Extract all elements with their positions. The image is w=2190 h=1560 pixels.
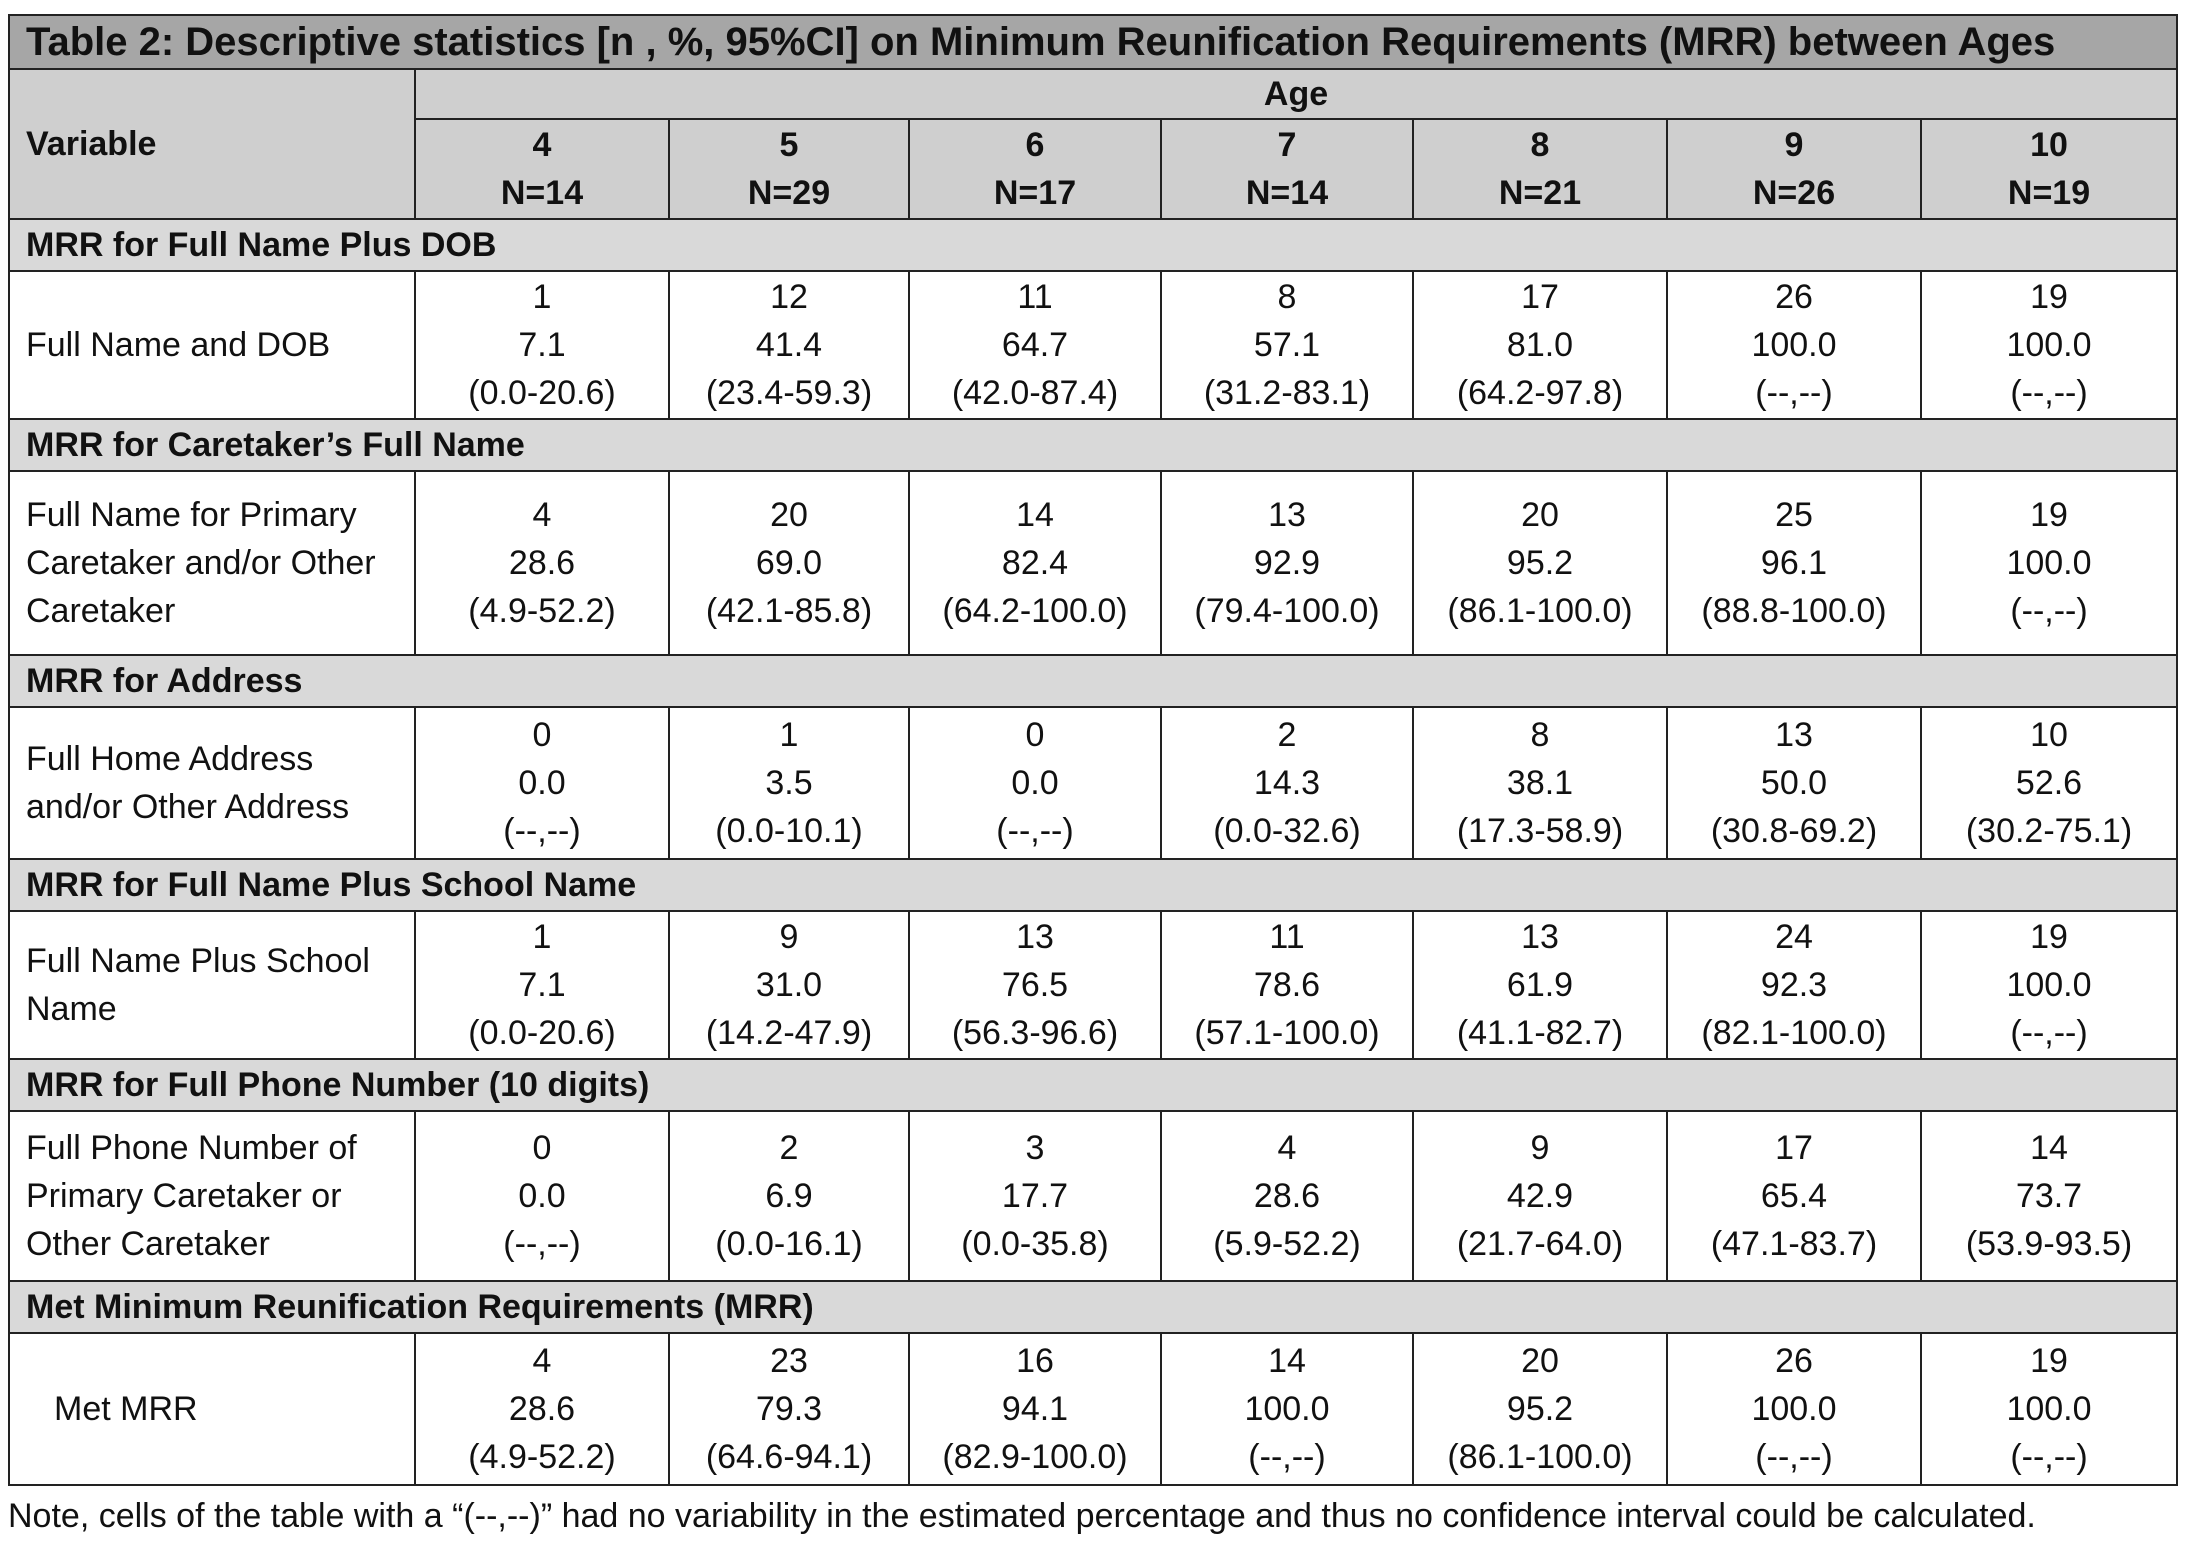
age-column-header	[1161, 119, 1413, 219]
count-value: 4	[1277, 1129, 1297, 1167]
percent-value: 100.0	[2006, 326, 2092, 364]
data-row	[9, 707, 2177, 859]
count-value: 0	[1025, 716, 1045, 754]
age-column-header	[415, 119, 669, 219]
data-row	[9, 911, 2177, 1059]
count-value: 2	[779, 1129, 799, 1167]
count-value: 20	[1521, 496, 1559, 534]
percent-value: 57.1	[1253, 326, 1321, 364]
confidence-interval: (41.1-82.7)	[1456, 1014, 1624, 1052]
count-value: 0	[532, 1129, 552, 1167]
percent-value: 50.0	[1760, 764, 1828, 802]
count-value: 13	[1016, 918, 1054, 956]
percent-value: 64.7	[1001, 326, 1069, 364]
count-value: 4	[532, 496, 552, 534]
confidence-interval: (64.2-97.8)	[1456, 374, 1624, 412]
stat-cell	[909, 271, 1161, 419]
percent-value: 61.9	[1506, 966, 1574, 1004]
confidence-interval: (42.1-85.8)	[705, 592, 873, 630]
percent-value: 38.1	[1506, 764, 1574, 802]
confidence-interval: (--,--)	[2010, 592, 2088, 630]
confidence-interval: (79.4-100.0)	[1194, 592, 1380, 630]
stat-cell	[1667, 271, 1921, 419]
sample-size: N=26	[1752, 174, 1836, 212]
percent-value: 100.0	[1751, 1390, 1837, 1428]
percent-value: 94.1	[1001, 1390, 1069, 1428]
confidence-interval: (23.4-59.3)	[705, 374, 873, 412]
stat-cell	[415, 471, 669, 655]
stat-cell	[415, 1111, 669, 1281]
confidence-interval: (--,--)	[996, 812, 1074, 850]
percent-value: 28.6	[508, 1390, 576, 1428]
age-column-header	[1921, 119, 2177, 219]
percent-value: 100.0	[1751, 326, 1837, 364]
age-value: 10	[2030, 126, 2068, 164]
sample-size: N=17	[993, 174, 1077, 212]
confidence-interval: (42.0-87.4)	[951, 374, 1119, 412]
table-body	[9, 219, 2177, 1485]
stat-cell	[1921, 471, 2177, 655]
row-label: Met MRR	[9, 1333, 415, 1485]
stat-cell	[415, 911, 669, 1059]
age-value: 9	[1784, 126, 1804, 164]
stat-cell	[1413, 471, 1667, 655]
stat-cell	[1921, 271, 2177, 419]
count-value: 19	[2030, 918, 2068, 956]
count-value: 13	[1521, 918, 1559, 956]
confidence-interval: (21.7-64.0)	[1456, 1225, 1624, 1263]
percent-value: 14.3	[1253, 764, 1321, 802]
data-row	[9, 1111, 2177, 1281]
count-value: 8	[1530, 716, 1550, 754]
confidence-interval: (--,--)	[1755, 374, 1833, 412]
count-value: 20	[770, 496, 808, 534]
count-value: 19	[2030, 496, 2068, 534]
percent-value: 73.7	[2015, 1177, 2083, 1215]
stat-cell	[669, 911, 909, 1059]
age-value: 7	[1277, 126, 1297, 164]
age-column-header	[909, 119, 1161, 219]
percent-value: 100.0	[1244, 1390, 1330, 1428]
stat-cell	[909, 471, 1161, 655]
sample-size: N=14	[1245, 174, 1329, 212]
count-value: 26	[1775, 278, 1813, 316]
count-value: 17	[1521, 278, 1559, 316]
confidence-interval: (--,--)	[503, 812, 581, 850]
confidence-interval: (82.1-100.0)	[1701, 1014, 1887, 1052]
count-value: 3	[1025, 1129, 1045, 1167]
confidence-interval: (30.8-69.2)	[1710, 812, 1878, 850]
stat-cell	[415, 1333, 669, 1485]
count-value: 4	[532, 1342, 552, 1380]
data-row	[9, 1333, 2177, 1485]
confidence-interval: (5.9-52.2)	[1213, 1225, 1361, 1263]
confidence-interval: (31.2-83.1)	[1203, 374, 1371, 412]
percent-value: 69.0	[755, 544, 823, 582]
stat-cell	[669, 1111, 909, 1281]
confidence-interval: (4.9-52.2)	[468, 1438, 616, 1476]
stat-cell	[1161, 471, 1413, 655]
percent-value: 96.1	[1760, 544, 1828, 582]
count-value: 2	[1277, 716, 1297, 754]
count-value: 11	[1269, 918, 1305, 956]
count-value: 1	[779, 716, 799, 754]
row-label: Full Phone Number of Primary Caretaker or Other Caretaker	[9, 1111, 415, 1281]
percent-value: 79.3	[755, 1390, 823, 1428]
section-heading: MRR for Full Name Plus School Name	[9, 859, 2177, 911]
stat-cell	[1161, 707, 1413, 859]
count-value: 24	[1775, 918, 1813, 956]
confidence-interval: (56.3-96.6)	[951, 1014, 1119, 1052]
confidence-interval: (88.8-100.0)	[1701, 592, 1887, 630]
stat-cell	[1161, 911, 1413, 1059]
section-heading: MRR for Full Name Plus DOB	[9, 219, 2177, 271]
data-row	[9, 471, 2177, 655]
percent-value: 95.2	[1506, 544, 1574, 582]
table-title: Table 2: Descriptive statistics [n , %, 95%CI] on Minimum Reunification Requirements (MRR) between Ages	[9, 15, 2177, 69]
stat-cell	[1667, 1333, 1921, 1485]
count-value: 1	[532, 278, 552, 316]
percent-value: 52.6	[2015, 764, 2083, 802]
confidence-interval: (--,--)	[1755, 1438, 1833, 1476]
table-document	[8, 14, 2176, 1540]
age-header: Age	[415, 69, 2177, 119]
stat-cell	[1413, 911, 1667, 1059]
stat-cell	[1413, 707, 1667, 859]
count-value: 11	[1017, 278, 1053, 316]
confidence-interval: (64.2-100.0)	[942, 592, 1128, 630]
age-column-header	[1667, 119, 1921, 219]
count-value: 20	[1521, 1342, 1559, 1380]
percent-value: 82.4	[1001, 544, 1069, 582]
confidence-interval: (64.6-94.1)	[705, 1438, 873, 1476]
count-value: 14	[1016, 496, 1054, 534]
sample-size: N=21	[1498, 174, 1582, 212]
age-value: 6	[1025, 126, 1045, 164]
row-label: Full Name and DOB	[9, 271, 415, 419]
confidence-interval: (0.0-32.6)	[1213, 812, 1361, 850]
count-value: 19	[2030, 1342, 2068, 1380]
stat-cell	[1413, 271, 1667, 419]
count-value: 8	[1277, 278, 1297, 316]
percent-value: 28.6	[508, 544, 576, 582]
count-value: 26	[1775, 1342, 1813, 1380]
percent-value: 78.6	[1253, 966, 1321, 1004]
confidence-interval: (53.9-93.5)	[1965, 1225, 2133, 1263]
sample-size: N=19	[2007, 174, 2091, 212]
stat-cell	[909, 1111, 1161, 1281]
stat-cell	[909, 911, 1161, 1059]
stat-cell	[1921, 1333, 2177, 1485]
age-value: 4	[532, 126, 552, 164]
count-value: 16	[1016, 1342, 1054, 1380]
percent-value: 65.4	[1760, 1177, 1828, 1215]
percent-value: 0.0	[518, 764, 566, 802]
confidence-interval: (--,--)	[2010, 1438, 2088, 1476]
row-label: Full Name for Primary Caretaker and/or Other Caretaker	[9, 471, 415, 655]
confidence-interval: (14.2-47.9)	[705, 1014, 873, 1052]
data-row	[9, 271, 2177, 419]
confidence-interval: (86.1-100.0)	[1447, 592, 1633, 630]
confidence-interval: (0.0-10.1)	[715, 812, 863, 850]
confidence-interval: (57.1-100.0)	[1194, 1014, 1380, 1052]
age-value: 8	[1530, 126, 1550, 164]
count-value: 9	[1530, 1129, 1550, 1167]
count-value: 19	[2030, 278, 2068, 316]
row-label: Full Name Plus School Name	[9, 911, 415, 1059]
confidence-interval: (82.9-100.0)	[942, 1438, 1128, 1476]
stat-cell	[1161, 1333, 1413, 1485]
stat-cell	[1667, 471, 1921, 655]
percent-value: 17.7	[1001, 1177, 1069, 1215]
percent-value: 0.0	[518, 1177, 566, 1215]
confidence-interval: (47.1-83.7)	[1710, 1225, 1878, 1263]
percent-value: 76.5	[1001, 966, 1069, 1004]
count-value: 12	[770, 278, 808, 316]
stat-cell	[669, 1333, 909, 1485]
row-label: Full Home Address and/or Other Address	[9, 707, 415, 859]
confidence-interval: (0.0-35.8)	[961, 1225, 1109, 1263]
count-value: 0	[532, 716, 552, 754]
stat-cell	[909, 1333, 1161, 1485]
count-value: 23	[770, 1342, 808, 1380]
count-value: 13	[1775, 716, 1813, 754]
percent-value: 3.5	[765, 764, 813, 802]
section-heading: MRR for Caretaker’s Full Name	[9, 419, 2177, 471]
stat-cell	[1413, 1111, 1667, 1281]
count-value: 14	[1268, 1342, 1306, 1380]
stat-cell	[909, 707, 1161, 859]
stat-cell	[1921, 911, 2177, 1059]
stat-cell	[1667, 1111, 1921, 1281]
age-value: 5	[779, 126, 799, 164]
percent-value: 7.1	[518, 966, 566, 1004]
confidence-interval: (--,--)	[2010, 1014, 2088, 1052]
confidence-interval: (--,--)	[2010, 374, 2088, 412]
sample-size: N=29	[747, 174, 831, 212]
confidence-interval: (--,--)	[1248, 1438, 1326, 1476]
confidence-interval: (0.0-20.6)	[468, 1014, 616, 1052]
confidence-interval: (0.0-16.1)	[715, 1225, 863, 1263]
stat-cell	[415, 707, 669, 859]
stat-cell	[669, 471, 909, 655]
confidence-interval: (30.2-75.1)	[1965, 812, 2133, 850]
percent-value: 100.0	[2006, 544, 2092, 582]
count-value: 14	[2030, 1129, 2068, 1167]
sample-size: N=14	[500, 174, 584, 212]
stat-cell	[415, 271, 669, 419]
percent-value: 31.0	[755, 966, 823, 1004]
section-heading: MRR for Address	[9, 655, 2177, 707]
confidence-interval: (0.0-20.6)	[468, 374, 616, 412]
stat-cell	[1921, 1111, 2177, 1281]
count-value: 13	[1268, 496, 1306, 534]
stats-table	[8, 14, 2178, 1486]
percent-value: 81.0	[1506, 326, 1574, 364]
count-value: 25	[1775, 496, 1813, 534]
confidence-interval: (17.3-58.9)	[1456, 812, 1624, 850]
percent-value: 95.2	[1506, 1390, 1574, 1428]
percent-value: 6.9	[765, 1177, 813, 1215]
stat-cell	[669, 707, 909, 859]
stat-cell	[1161, 1111, 1413, 1281]
stat-cell	[1667, 707, 1921, 859]
stat-cell	[1667, 911, 1921, 1059]
section-heading: MRR for Full Phone Number (10 digits)	[9, 1059, 2177, 1111]
percent-value: 7.1	[518, 326, 566, 364]
confidence-interval: (86.1-100.0)	[1447, 1438, 1633, 1476]
percent-value: 92.3	[1760, 966, 1828, 1004]
table-note: Note, cells of the table with a “(--,--)” had no variability in the estimated percentage and thus no confidence interval could be calculated.	[8, 1497, 2036, 1535]
section-heading: Met Minimum Reunification Requirements (MRR)	[9, 1281, 2177, 1333]
confidence-interval: (--,--)	[503, 1225, 581, 1263]
percent-value: 0.0	[1011, 764, 1059, 802]
variable-header: Variable	[9, 69, 415, 219]
stat-cell	[1161, 271, 1413, 419]
count-value: 1	[532, 918, 552, 956]
percent-value: 100.0	[2006, 966, 2092, 1004]
percent-value: 100.0	[2006, 1390, 2092, 1428]
stat-cell	[1921, 707, 2177, 859]
count-value: 10	[2030, 716, 2068, 754]
percent-value: 41.4	[755, 326, 823, 364]
stat-cell	[1413, 1333, 1667, 1485]
percent-value: 92.9	[1253, 544, 1321, 582]
percent-value: 28.6	[1253, 1177, 1321, 1215]
stat-cell	[669, 271, 909, 419]
confidence-interval: (4.9-52.2)	[468, 592, 616, 630]
count-value: 17	[1775, 1129, 1813, 1167]
count-value: 9	[779, 918, 799, 956]
age-column-header	[1413, 119, 1667, 219]
percent-value: 42.9	[1506, 1177, 1574, 1215]
age-column-header	[669, 119, 909, 219]
